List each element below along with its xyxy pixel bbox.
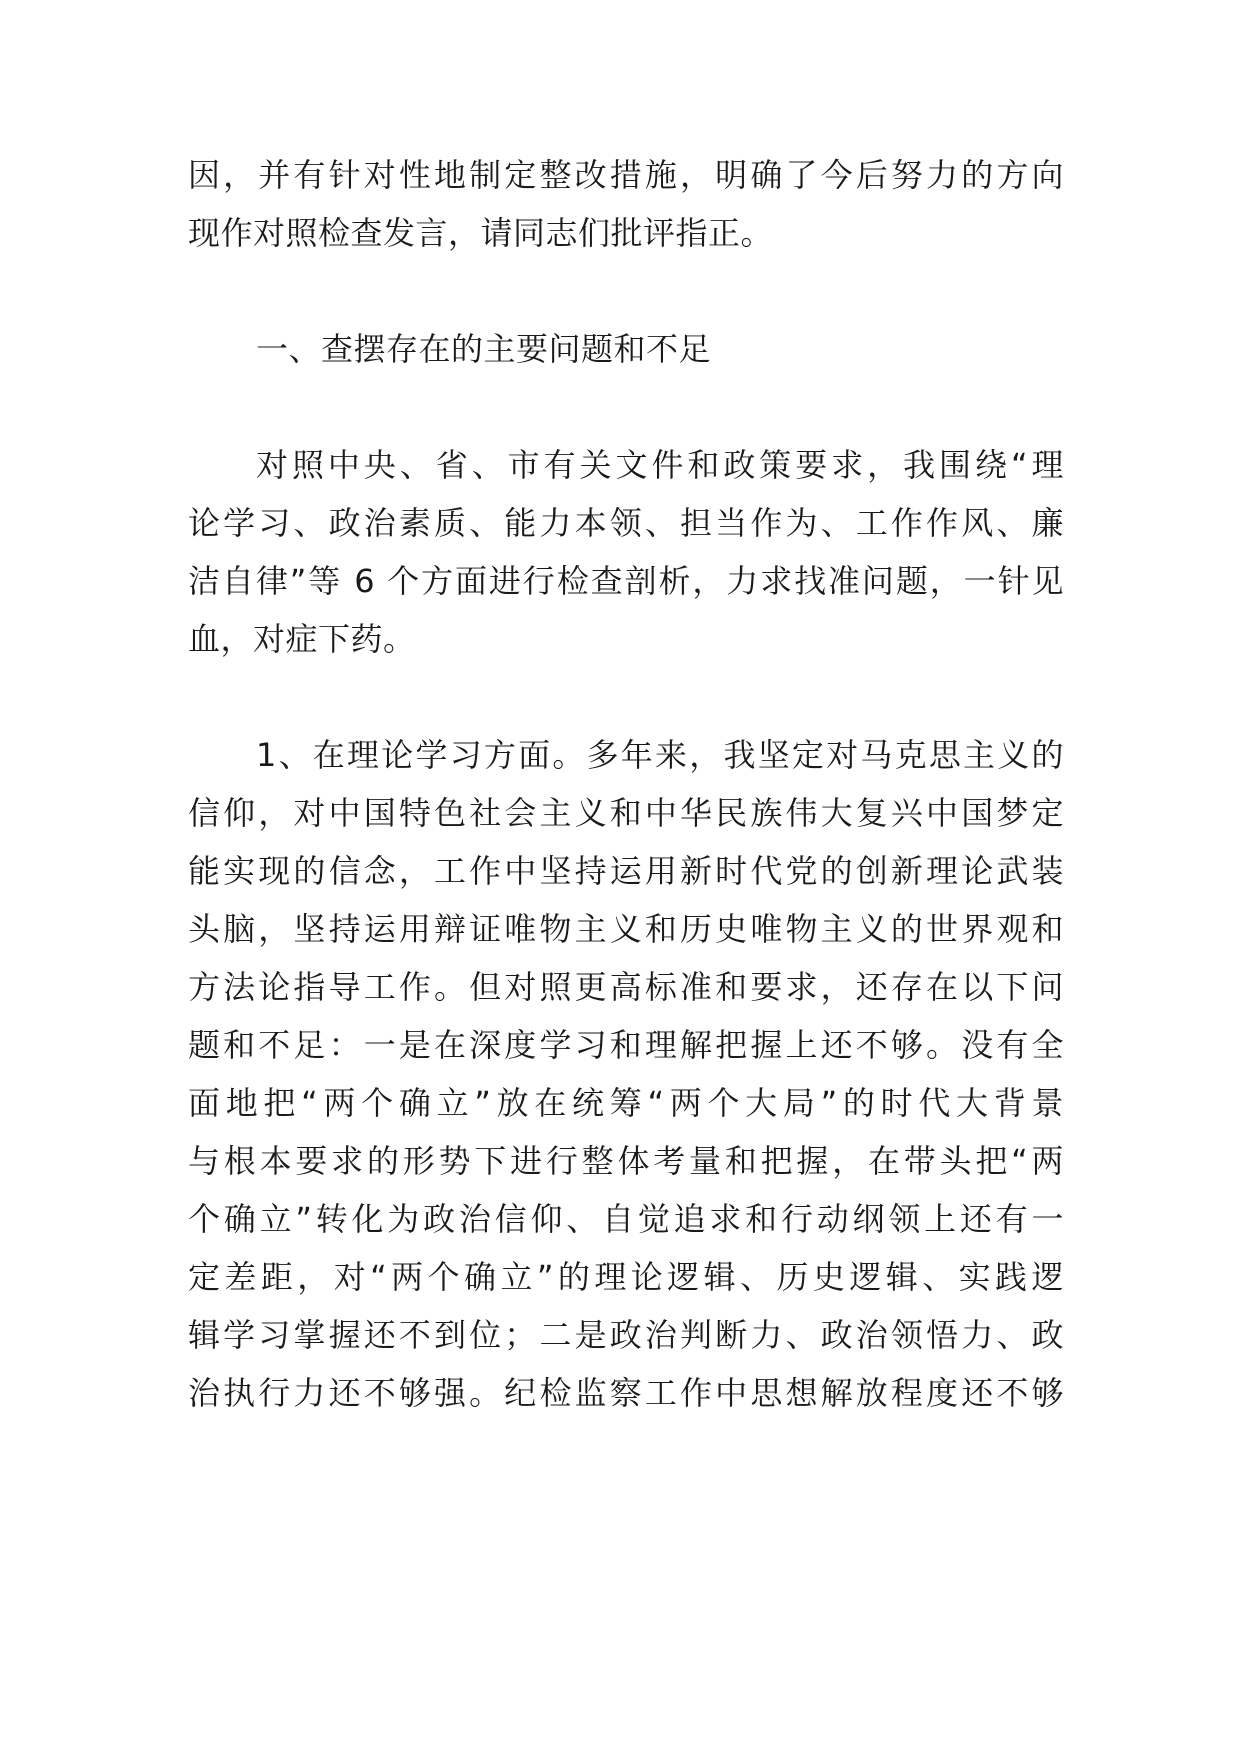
paragraph-1-line-1: 对照中央、省、市有关文件和政策要求，我围绕“理 <box>256 446 1064 484</box>
paragraph-2-line-6: 题和不足：一是在深度学习和理解把握上还不够。没有全 <box>188 1026 1064 1064</box>
intro-line-2: 现作对照检查发言，请同志们批评指正。 <box>188 214 774 252</box>
paragraph-2-line-1: 1、在理论学习方面。多年来，我坚定对马克思主义的 <box>256 736 1064 774</box>
paragraph-2-line-2: 信仰，对中国特色社会主义和中华民族伟大复兴中国梦定 <box>188 794 1064 832</box>
paragraph-2-line-4: 头脑，坚持运用辩证唯物主义和历史唯物主义的世界观和 <box>188 910 1064 948</box>
paragraph-1-line-3: 洁自律”等 6 个方面进行检查剖析，力求找准问题，一针见 <box>188 562 1064 600</box>
paragraph-2-line-8: 与根本要求的形势下进行整体考量和把握，在带头把“两 <box>188 1142 1064 1180</box>
paragraph-2-line-11: 辑学习掌握还不到位；二是政治判断力、政治领悟力、政 <box>188 1316 1064 1354</box>
paragraph-2-line-3: 能实现的信念，工作中坚持运用新时代党的创新理论武装 <box>188 852 1064 890</box>
paragraph-2-line-10: 定差距，对“两个确立”的理论逻辑、历史逻辑、实践逻 <box>188 1258 1064 1296</box>
paragraph-1-line-4: 血，对症下药。 <box>188 620 416 658</box>
paragraph-1-line-2: 论学习、政治素质、能力本领、担当作为、工作作风、廉 <box>188 504 1064 542</box>
paragraph-2-line-5: 方法论指导工作。但对照更高标准和要求，还存在以下问 <box>188 968 1064 1006</box>
intro-line-1: 因，并有针对性地制定整改措施，明确了今后努力的方向 <box>188 156 1064 194</box>
paragraph-2-line-12: 治执行力还不够强。纪检监察工作中思想解放程度还不够 <box>188 1374 1064 1412</box>
paragraph-2-line-7: 面地把“两个确立”放在统筹“两个大局”的时代大背景 <box>188 1084 1064 1122</box>
paragraph-2-line-9: 个确立”转化为政治信仰、自觉追求和行动纲领上还有一 <box>188 1200 1064 1238</box>
section-heading: 一、查摆存在的主要问题和不足 <box>256 330 712 368</box>
